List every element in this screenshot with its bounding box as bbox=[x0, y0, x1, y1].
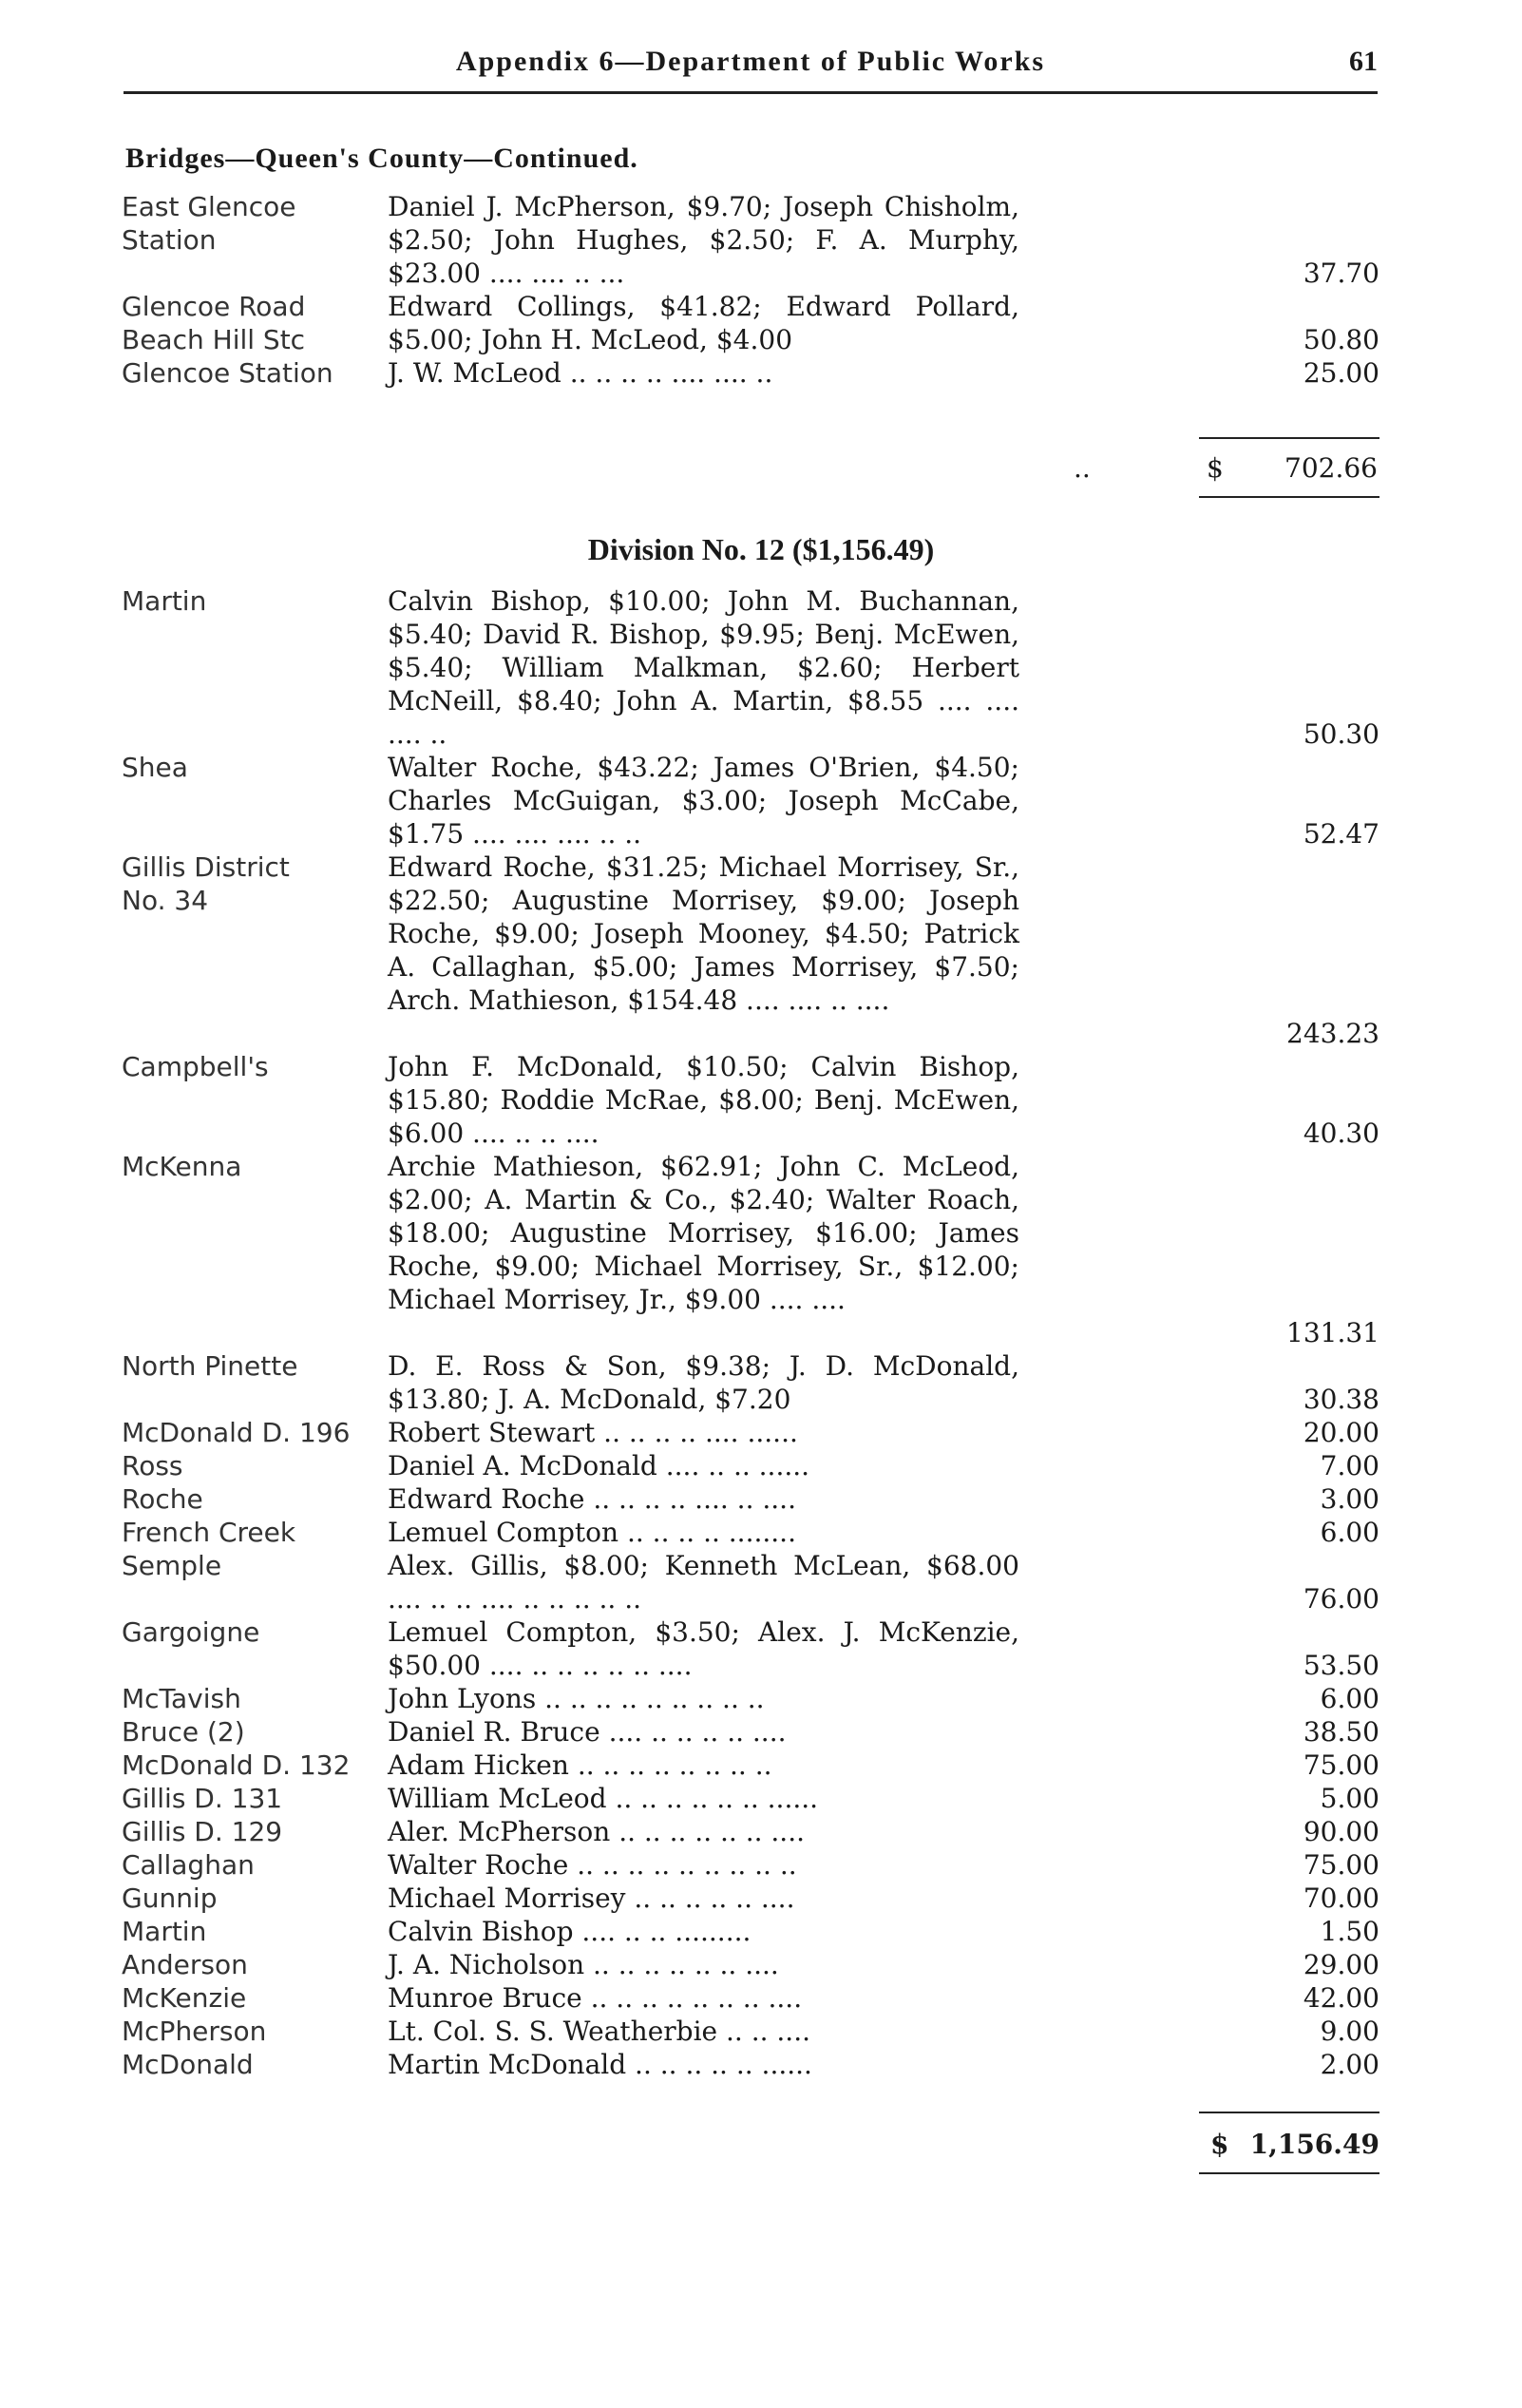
entry-amount: 90.00 bbox=[1303, 1816, 1379, 1847]
entry-amount: 7.00 bbox=[1320, 1450, 1379, 1481]
entry-description: Lemuel Compton .. .. .. .. ........ bbox=[388, 1517, 796, 1548]
entry-description: Daniel A. McDonald .... .. .. ...... bbox=[388, 1450, 810, 1481]
entry-place: Ross bbox=[122, 1450, 183, 1481]
entry-amount: 6.00 bbox=[1320, 1683, 1379, 1714]
entry-place: Gargoigne bbox=[122, 1616, 260, 1648]
entry-description: Aler. McPherson .. .. .. .. .. .. .... bbox=[388, 1816, 806, 1847]
entry-description: John F. McDonald, $10.50; Calvin Bishop, $15.80; Roddie McRae, $8.00; Benj. McEwen, $6.00 .... .. .. .... bbox=[388, 1051, 1019, 1149]
header-rule bbox=[124, 91, 1378, 94]
entry-place: French Creek bbox=[122, 1517, 296, 1548]
page-header bbox=[124, 38, 1378, 95]
entry-description: William McLeod .. .. .. .. .. .. ...... bbox=[388, 1783, 819, 1814]
entry-amount: 50.30 bbox=[1303, 718, 1379, 750]
entry-amount: 70.00 bbox=[1303, 1882, 1379, 1914]
continued-heading: Bridges—Queen's County—Continued. bbox=[125, 143, 638, 174]
entry-place: McKenzie bbox=[122, 1982, 247, 2014]
entry-place: McKenna bbox=[122, 1151, 242, 1182]
entry-amount: 243.23 bbox=[1286, 1018, 1379, 1049]
entry-place: Anderson bbox=[122, 1949, 248, 1980]
entry-place: Gillis D. 131 bbox=[122, 1783, 283, 1814]
entry-description: Calvin Bishop, $10.00; John M. Buchannan, $5.40; David R. Bishop, $9.95; Benj. McEwen, $5.40; William Malkman, $2.60; Herbert McNeill, $8.40; John A. Martin, $8.55 .... .... .... .. bbox=[388, 585, 1019, 750]
entry-description: Edward Roche .. .. .. .. .... .. .... bbox=[388, 1483, 796, 1515]
entry-amount: 52.47 bbox=[1303, 818, 1379, 850]
division-total-currency: $ bbox=[1210, 2129, 1229, 2160]
entry-amount: 9.00 bbox=[1320, 2016, 1379, 2047]
entry-amount: 2.00 bbox=[1320, 2049, 1379, 2080]
entry-place: Bruce (2) bbox=[122, 1716, 245, 1748]
entry-amount: 1.50 bbox=[1320, 1916, 1379, 1947]
entry-description: Martin McDonald .. .. .. .. .. ...... bbox=[388, 2049, 812, 2080]
entry-description: Walter Roche .. .. .. .. .. .. .. .. .. bbox=[388, 1849, 797, 1881]
entry-place: Gillis District No. 34 bbox=[122, 851, 290, 916]
entry-description: John Lyons .. .. .. .. .. .. .. .. .. bbox=[388, 1683, 765, 1714]
page-number: 61 bbox=[1349, 46, 1378, 77]
entry-amount: 50.80 bbox=[1303, 324, 1379, 355]
entry-place: Glencoe Station bbox=[122, 357, 333, 389]
entry-amount: 29.00 bbox=[1303, 1949, 1379, 1980]
division-total-rule bbox=[1199, 2172, 1379, 2174]
entry-amount: 53.50 bbox=[1303, 1650, 1379, 1681]
entry-amount: 30.38 bbox=[1303, 1384, 1379, 1415]
entry-description: Munroe Bruce .. .. .. .. .. .. .. .... bbox=[388, 1982, 803, 2014]
entry-place: McTavish bbox=[122, 1683, 241, 1714]
entry-amount: 25.00 bbox=[1303, 357, 1379, 389]
entry-place: McDonald D. 132 bbox=[122, 1749, 351, 1781]
entry-place: Roche bbox=[122, 1483, 203, 1515]
entry-description: Adam Hicken .. .. .. .. .. .. .. .. bbox=[388, 1749, 772, 1781]
entry-place: Martin bbox=[122, 1916, 207, 1947]
entry-place: East Glencoe Station bbox=[122, 191, 296, 256]
entry-description: Edward Collings, $41.82; Edward Pollard, $5.00; John H. McLeod, $4.00 bbox=[388, 291, 1019, 355]
page-title: Appendix 6—Department of Public Works bbox=[455, 46, 1046, 77]
entry-place: Gunnip bbox=[122, 1882, 218, 1914]
entry-amount: 75.00 bbox=[1303, 1849, 1379, 1881]
entry-description: Archie Mathieson, $62.91; John C. McLeod, $2.00; A. Martin & Co., $2.40; Walter Roach, $18.00; Augustine Morrisey, $16.00; James Roche, $9.00; Michael Morrisey, Sr., $12.00; Michael Morrisey, Jr., $9.00 .... .... bbox=[388, 1151, 1019, 1315]
entry-amount: 75.00 bbox=[1303, 1749, 1379, 1781]
queens-total-amount: 702.66 bbox=[1284, 452, 1378, 484]
entry-amount: 20.00 bbox=[1303, 1417, 1379, 1448]
entry-place: Semple bbox=[122, 1550, 222, 1581]
entry-description: Robert Stewart .. .. .. .. .... ...... bbox=[388, 1417, 798, 1448]
entry-description: Michael Morrisey .. .. .. .. .. .... bbox=[388, 1882, 795, 1914]
entry-place: North Pinette bbox=[122, 1350, 298, 1382]
entry-description: Edward Roche, $31.25; Michael Morrisey, Sr., $22.50; Augustine Morrisey, $9.00; Joseph Roche, $9.00; Joseph Mooney, $4.50; Patrick A. Callaghan, $5.00; James Morrisey, $7.50; Arch. Mathieson, $154.48 .... .... .. .... bbox=[388, 851, 1019, 1016]
entry-description: J. W. McLeod .. .. .. .. .... .... .. bbox=[388, 357, 773, 389]
entry-amount: 5.00 bbox=[1320, 1783, 1379, 1814]
entry-place: Callaghan bbox=[122, 1849, 255, 1881]
entry-amount: 40.30 bbox=[1303, 1118, 1379, 1149]
queens-total-rule bbox=[1199, 496, 1379, 498]
division-subtotal-rule bbox=[1199, 2112, 1379, 2113]
entry-place: McDonald bbox=[122, 2049, 254, 2080]
division-total-amount: 1,156.49 bbox=[1249, 2129, 1379, 2160]
queens-total-leader: .. bbox=[1074, 452, 1091, 484]
entry-description: Daniel R. Bruce .... .. .. .. .. .... bbox=[388, 1716, 787, 1748]
entry-amount: 76.00 bbox=[1303, 1583, 1379, 1615]
entry-place: McPherson bbox=[122, 2016, 267, 2047]
entry-description: Walter Roche, $43.22; James O'Brien, $4.50; Charles McGuigan, $3.00; Joseph McCabe, $1.75 .... .... .... .. .. bbox=[388, 752, 1019, 850]
entry-place: McDonald D. 196 bbox=[122, 1417, 351, 1448]
entry-description: Daniel J. McPherson, $9.70; Joseph Chisholm, $2.50; John Hughes, $2.50; F. A. Murphy, $23.00 .... .... .. ... bbox=[388, 191, 1019, 289]
entry-description: Calvin Bishop .... .. .. ......... bbox=[388, 1916, 751, 1947]
entry-description: J. A. Nicholson .. .. .. .. .. .. .... bbox=[388, 1949, 779, 1980]
entry-place: Glencoe Road Beach Hill Stc bbox=[122, 291, 306, 355]
queens-total-currency: $ bbox=[1207, 452, 1224, 484]
entry-place: Martin bbox=[122, 585, 207, 617]
entry-description: D. E. Ross & Son, $9.38; J. D. McDonald, $13.80; J. A. McDonald, $7.20 bbox=[388, 1350, 1019, 1415]
entry-amount: 38.50 bbox=[1303, 1716, 1379, 1748]
entry-amount: 42.00 bbox=[1303, 1982, 1379, 2014]
division-heading: Division No. 12 ($1,156.49) bbox=[587, 532, 935, 566]
entry-description: Lt. Col. S. S. Weatherbie .. .. .... bbox=[388, 2016, 811, 2047]
entry-amount: 6.00 bbox=[1320, 1517, 1379, 1548]
entry-place: Gillis D. 129 bbox=[122, 1816, 283, 1847]
entry-place: Campbell's bbox=[122, 1051, 269, 1082]
entry-place: Shea bbox=[122, 752, 188, 783]
queens-subtotal-rule bbox=[1199, 437, 1379, 439]
entry-amount: 37.70 bbox=[1303, 258, 1379, 289]
entry-description: Alex. Gillis, $8.00; Kenneth McLean, $68.00 .... .. .. .... .. .. .. .. .. bbox=[388, 1550, 1019, 1615]
entry-amount: 3.00 bbox=[1320, 1483, 1379, 1515]
entry-description: Lemuel Compton, $3.50; Alex. J. McKenzie, $50.00 .... .. .. .. .. .. .... bbox=[388, 1616, 1019, 1681]
entry-amount: 131.31 bbox=[1286, 1317, 1379, 1348]
